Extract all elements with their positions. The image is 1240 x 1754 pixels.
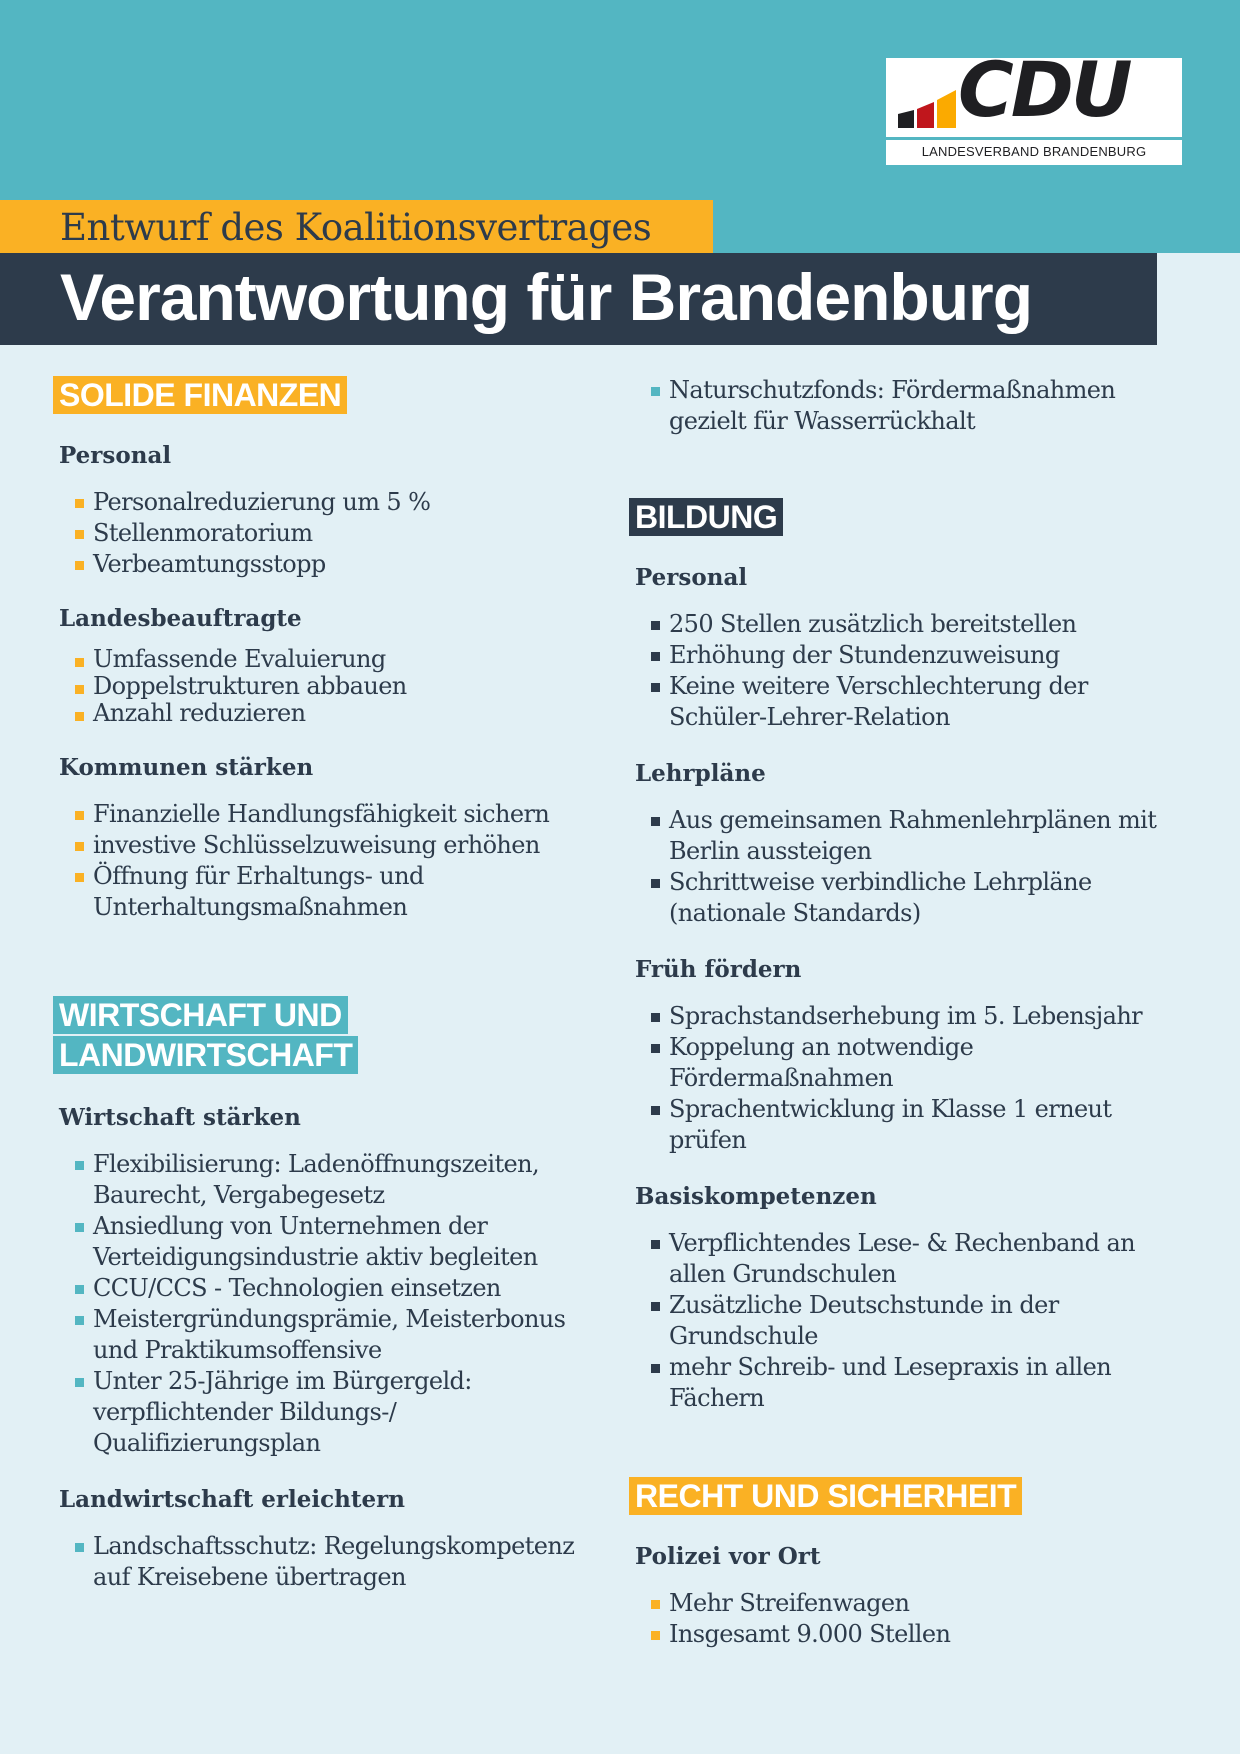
list-polizei (629, 1588, 1189, 1650)
list-item: investive Schlüsselzuweisung erhöhen (93, 830, 613, 861)
square-bullet-icon (75, 1161, 84, 1170)
logo-wordmark: CDU (958, 45, 1130, 134)
section-wirtschaft-heading-wrap (53, 995, 613, 1075)
list-item: Personalreduzierung um 5 % (93, 487, 613, 518)
list-bildung-personal (629, 609, 1189, 733)
subheading-bildung-personal: Personal (635, 564, 748, 591)
list-landwirtschaft (53, 1531, 613, 1593)
list-wirtschaft-staerken (53, 1149, 613, 1459)
square-bullet-icon (75, 873, 84, 882)
subheading-landwirtschaft: Landwirtschaft erleichtern (59, 1486, 405, 1513)
list-item: Sprachentwicklung in Klasse 1 erneut prüfen (669, 1094, 1189, 1156)
subheading-lehrplaene: Lehrpläne (635, 760, 766, 787)
square-bullet-icon (75, 1316, 84, 1325)
square-bullet-icon (75, 811, 84, 820)
square-bullet-icon (651, 652, 660, 661)
list-item: mehr Schreib- und Lesepraxis in allen Fächern (669, 1352, 1189, 1414)
list-landwirtschaft-continued (629, 375, 1189, 437)
square-bullet-icon (75, 712, 84, 721)
square-bullet-icon (75, 842, 84, 851)
square-bullet-icon (75, 530, 84, 539)
square-bullet-icon (651, 1302, 660, 1311)
rising-bars-icon (898, 84, 958, 128)
list-item: Schrittweise verbindliche Lehrpläne (nationale Standards) (669, 867, 1189, 929)
subheading-basiskompetenzen: Basiskompetenzen (635, 1183, 877, 1210)
section-finanzen-heading-wrap (53, 375, 613, 415)
list-item: Finanzielle Handlungsfähigkeit sichern (93, 799, 613, 830)
section-bildung-heading-wrap (629, 497, 1189, 537)
square-bullet-icon (651, 683, 660, 692)
list-item: Öffnung für Erhaltungs- und Unterhaltungsmaßnahmen (93, 861, 613, 923)
square-bullet-icon (75, 1378, 84, 1387)
list-item: Zusätzliche Deutschstunde in der Grundschule (669, 1290, 1189, 1352)
list-item: 250 Stellen zusätzlich bereitstellen (669, 609, 1189, 640)
square-bullet-icon (75, 561, 84, 570)
square-bullet-icon (651, 1044, 660, 1053)
list-item: Verbeamtungsstopp (93, 549, 613, 580)
square-bullet-icon (651, 879, 660, 888)
cdu-logo (886, 45, 1182, 165)
list-item: Anzahl reduzieren (93, 700, 613, 727)
list-item: Stellenmoratorium (93, 518, 613, 549)
subheading-polizei: Polizei vor Ort (635, 1543, 821, 1570)
subheading-landesbeauftragte: Landesbeauftragte (59, 605, 302, 632)
square-bullet-icon (75, 658, 84, 667)
list-item: Keine weitere Verschlechterung der Schüler-Lehrer-Relation (669, 671, 1189, 733)
logo-divider (886, 137, 1182, 140)
list-finanzen-personal (53, 487, 613, 580)
list-item: Verpflichtendes Lese- & Rechenband an allen Grundschulen (669, 1228, 1189, 1290)
list-item: Koppelung an notwendige Fördermaßnahmen (669, 1032, 1189, 1094)
list-item: Unter 25-Jährige im Bürgergeld: verpflichtender Bildungs-/ Qualifizierungsplan (93, 1366, 613, 1459)
list-item: Doppelstrukturen abbauen (93, 673, 613, 700)
list-item: Flexibilisierung: Ladenöffnungszeiten, Baurecht, Vergabegesetz (93, 1149, 613, 1211)
title-banner (0, 253, 1157, 345)
section-sicherheit-heading-wrap (629, 1476, 1189, 1516)
list-item: CCU/CCS - Technologien einsetzen (93, 1273, 613, 1304)
list-frueh-foerdern (629, 1001, 1189, 1156)
right-column (629, 375, 1189, 1650)
square-bullet-icon (651, 1600, 660, 1609)
list-item: Insgesamt 9.000 Stellen (669, 1619, 1189, 1650)
list-item: Sprachstandserhebung im 5. Lebensjahr (669, 1001, 1189, 1032)
list-item: Umfassende Evaluierung (93, 646, 613, 673)
square-bullet-icon (651, 1013, 660, 1022)
square-bullet-icon (75, 1285, 84, 1294)
list-item: Ansiedlung von Unternehmen der Verteidigungsindustrie aktiv begleiten (93, 1211, 613, 1273)
document-subtitle: Entwurf des Koalitionsvertrages (60, 206, 652, 249)
list-item: Landschaftsschutz: Regelungskompetenz auf Kreisebene übertragen (93, 1531, 613, 1593)
square-bullet-icon (651, 1364, 660, 1373)
square-bullet-icon (651, 1240, 660, 1249)
square-bullet-icon (651, 1631, 660, 1640)
list-item: Naturschutzfonds: Fördermaßnahmen gezielt für Wasserrückhalt (669, 375, 1189, 437)
section-heading-wirtschaft: WIRTSCHAFT UND LANDWIRTSCHAFT (53, 996, 358, 1074)
subheading-wirtschaft-staerken: Wirtschaft stärken (59, 1104, 301, 1131)
document-title: Verantwortung für Brandenburg (60, 260, 1033, 334)
list-item: Meistergründungsprämie, Meisterbonus und Praktikumsoffensive (93, 1304, 613, 1366)
list-item: Mehr Streifenwagen (669, 1588, 1189, 1619)
subheading-personal: Personal (59, 442, 172, 469)
square-bullet-icon (75, 685, 84, 694)
subtitle-banner (0, 200, 713, 253)
section-heading-bildung: BILDUNG (629, 498, 783, 536)
subheading-kommunen: Kommunen stärken (59, 754, 314, 781)
square-bullet-icon (651, 1106, 660, 1115)
subheading-frueh-foerdern: Früh fördern (635, 956, 802, 983)
square-bullet-icon (651, 387, 660, 396)
square-bullet-icon (651, 817, 660, 826)
left-column (53, 375, 613, 1593)
list-lehrplaene (629, 805, 1189, 929)
square-bullet-icon (75, 1543, 84, 1552)
list-basiskompetenzen (629, 1228, 1189, 1414)
logo-subtitle: LANDESVERBAND BRANDENBURG (921, 144, 1147, 159)
square-bullet-icon (75, 499, 84, 508)
square-bullet-icon (75, 1223, 84, 1232)
section-heading-finanzen: SOLIDE FINANZEN (53, 376, 347, 414)
list-finanzen-landesbeauftragte (53, 646, 613, 727)
square-bullet-icon (651, 621, 660, 630)
list-item: Erhöhung der Stundenzuweisung (669, 640, 1189, 671)
section-heading-sicherheit: RECHT UND SICHERHEIT (629, 1477, 1022, 1515)
list-item: Aus gemeinsamen Rahmenlehrplänen mit Berlin aussteigen (669, 805, 1189, 867)
list-finanzen-kommunen (53, 799, 613, 923)
